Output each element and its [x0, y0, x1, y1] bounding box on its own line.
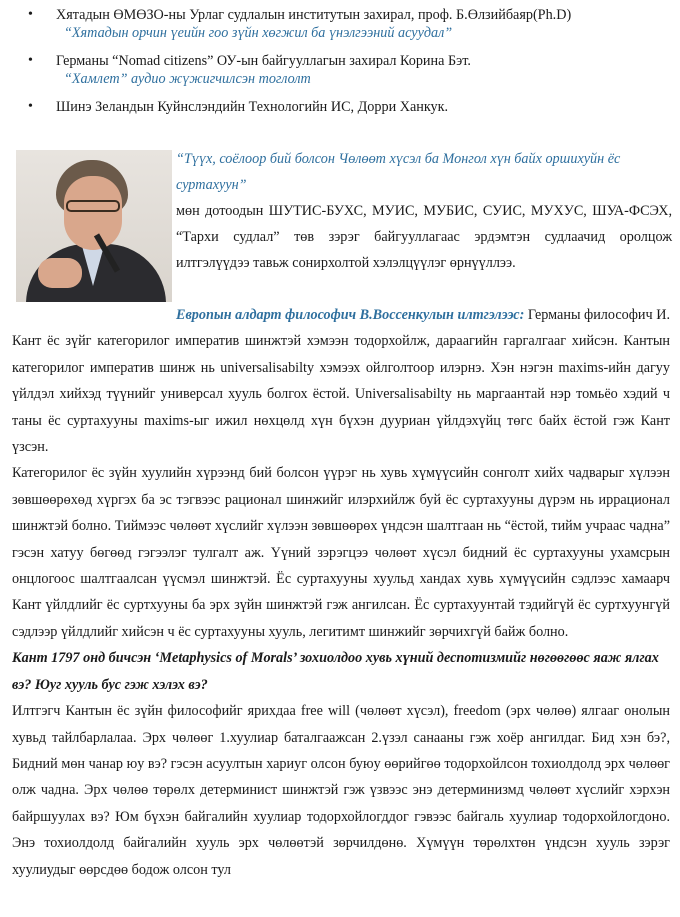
list-item — [12, 52, 672, 70]
article-body — [12, 302, 670, 883]
bullet-icon: • — [28, 53, 33, 68]
section-heading: Европын алдарт философич В.Воссенкулын илтгэлээс: — [176, 307, 525, 323]
speaker-photo — [16, 150, 172, 302]
paragraph: Илтгэгч Кантын ёс зүйн философийг ярихдаа free will (чөлөөт хүсэл), freedom (эрх чөлөө) ялгааг онолын хувьд тайлбарлалаа. Эрх чөлөөг 1.хуулиар баталгаажсан 2.үзэл санааны гэж хоёр ангилдаг. Бид хэн бэ?, Бидний мөн чанар юу вэ? гэсэн асуултын хариуг олсон буюу өөрийгөө тодорхойлсон тохиолдолд эрх чөлөөг олж чадна. Эрх чөлөө төрөлх детерминист шинжтэй гэж үзвээс энэ детерминизмд чөлөөт хүслийг хэрхэн байршуулах вэ? Юм бүхэн байгалийн хуулиар тодорхойлогддог гэвээс байгаль хуулиар тодорхойлогдоно. Энэ тохиолдолд байгалийн хууль эрх чөлөөтэй зөрчилдөнө. Хүмүүн төрөлхтөн үндсэн хууль зэрэг хуулиудыг өөрсдөө бодож олсон тул — [12, 703, 670, 878]
question-heading: Кант 1797 онд бичсэн ‘Metaphysics of Morals’ зохиолдоо хувь хүний деспотизмийг нөгөөгөөс яаж ялгах вэ? Юуг хууль бус гэж хэлэх вэ? — [12, 650, 659, 693]
third-participant-details — [176, 146, 672, 276]
list-item — [12, 6, 672, 24]
list-item — [12, 98, 672, 116]
participant-name: Шинэ Зеландын Куйнслэндийн Технологийн ИС, Дорри Ханкук. — [56, 99, 449, 115]
universities-paragraph: мөн дотоодын ШУТИС-БУХС, МУИС, МУБИС, СУИС, МУХУС, ШУА-ФСЭХ, “Тархи судлал” төв зэрэг байгууллагаас эрдэмтэн судлаачид оролцож илтгэлүүдээ тавьж сонирхолтой хэлэлцүүлэг өрнүүллээ. — [176, 203, 672, 271]
bullet-icon: • — [28, 7, 33, 22]
presentation-title: “Хамлет” аудио жүжигчилсэн тоглолт — [64, 71, 311, 87]
paragraph — [12, 302, 670, 460]
participant-list — [12, 6, 672, 116]
presentation-title: “Түүх, соёлоор бий болсон Чөлөөт хүсэл ба Монгол хүн байх оршихуйн ёс суртахуун” — [176, 151, 621, 193]
participant-name: Германы “Nomad citizens” ОУ-ын байгууллагын захирал Корина Бэт. — [56, 53, 471, 69]
participant-name: Хятадын ӨМӨЗО-ны Урлаг судлалын институтын захирал, проф. Б.Өлзийбаяр(Ph.D) — [56, 7, 572, 23]
presentation-title: “Хятадын орчин үеийн гоо зүйн хөгжил ба үнэлгээний асуудал” — [64, 25, 453, 41]
bullet-icon: • — [28, 99, 33, 114]
paragraph: Категорилог ёс зүйн хуулийн хүрээнд бий болсон үүрэг нь хувь хүмүүсийн сонголт хийх чадварыг хүлээн зөвшөөрөхөд хүргэх ба эс тэгвээс рационал шинжийг илэрхийлж буй ёс суртахууны дүрэм нь иррационал шинжтэй болно. Тиймээс чөлөөт хүслийг хүлээн зөвшөөрөх үндсэн шалтгаан нь “ёстой, тийм учраас чадна” гэсэн хатуу бөгөөд гэгээлэг тулгалт аж. Үүний зэрэгцээ чөлөөт хүсэл бидний ёс суртахууны ухамсрын онцлогоос шалтгаалсан үүсмэл шинжтэй. Ёс суртахууны хуульд хандах хувь хүмүүсийн сэдлээс хамаарч Кант үйлдлийг ёс суртхууны ба эрх зүйн шинжтэй гэж ангилсан. Ёс суртахуунтай тэдийгүй ёс суртхуунгүй сэдлээр үйлдлийг хийсэн ч ёс суртахууны хууль, легитимт шинжийг зөрчихгүй байж болно. — [12, 465, 670, 640]
paragraph-text: Германы философич И. Кант ёс зүйг категорилог императив шинжтэй хэмээн тодорхойлж, дараагийн гаргалгааг хийсэн. Кантын категорилог императив шинж нь universalisabilty хэмээх ойлголтоор илэрнэ. Хэн нэгэн maxims-ийн дагуу үйлдэл хийхэд түүнийг универсал хууль болгох ёстой. Universalisabilty нь маргаантай нэр томьёо хэдий ч таны ёс суртахууны maxims-ыг ижил нөхцөлд хүн бүхэн дууриан үйлдэхүйц төгс байх ёстой гэж Кант үзсэн. — [12, 307, 670, 456]
